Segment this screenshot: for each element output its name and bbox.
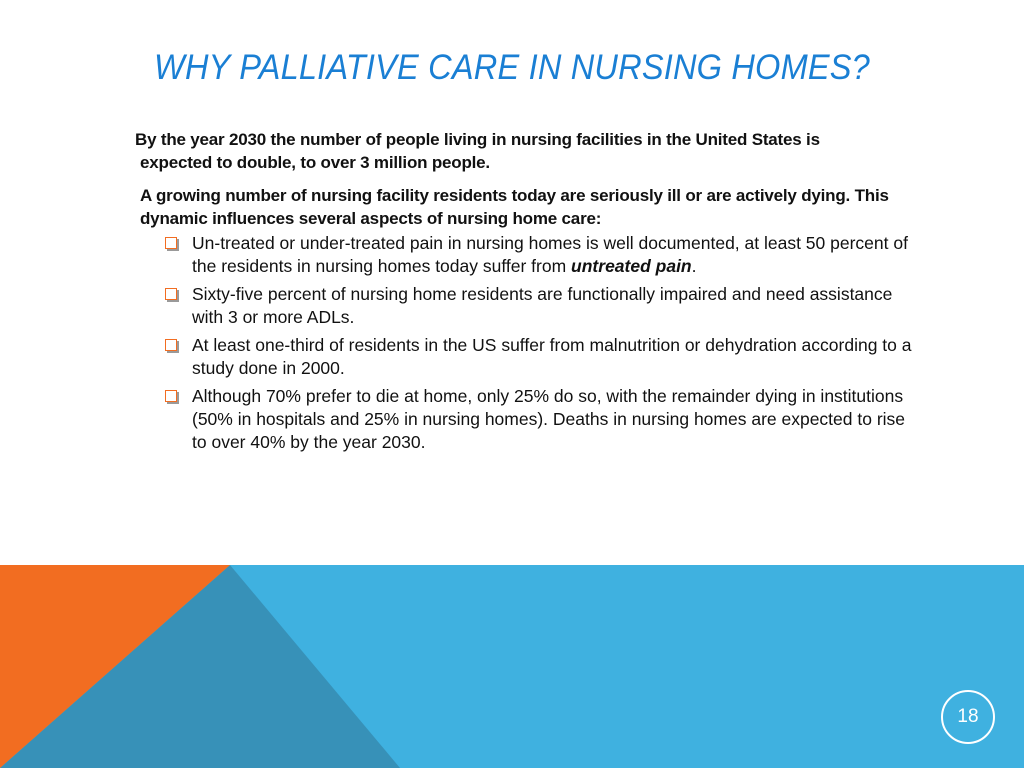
checkbox-bullet-icon: [165, 339, 177, 351]
page-number-badge: 18: [941, 690, 995, 744]
slide-body: [135, 128, 935, 459]
footer-band: [0, 565, 1024, 768]
slide-title: WHY PALLIATIVE CARE IN NURSING HOMES?: [154, 48, 870, 87]
bullet-text: Although 70% prefer to die at home, only 25% do so, with the remainder dying in institutions (50% in hospitals and 25% in nursing homes). Deaths in nursing homes are expected to rise to over 40% by the year 2030.: [192, 386, 906, 452]
footer-decoration: [0, 565, 1024, 768]
checkbox-bullet-icon: [165, 390, 177, 402]
bullet-text: At least one-third of residents in the US suffer from malnutrition or dehydration according to a study done in 2000.: [192, 335, 912, 378]
intro-paragraph: [135, 128, 935, 174]
bullet-item: [159, 334, 919, 380]
checkbox-bullet-icon: [165, 237, 177, 249]
bullet-item: [159, 283, 919, 329]
intro-line-1: By the year 2030 the number of people living in nursing facilities in the United States is: [135, 130, 820, 149]
context-paragraph: A growing number of nursing facility residents today are seriously ill or are actively dying. This dynamic influences several aspects of nursing home care:: [140, 186, 889, 228]
bullet-emphasis: untreated pain: [571, 256, 692, 276]
bullet-item: [159, 385, 919, 454]
intro-line-2: expected to double, to over 3 million people.: [140, 153, 490, 172]
bullet-list: [159, 232, 919, 454]
checkbox-bullet-icon: [165, 288, 177, 300]
bullet-text: Sixty-five percent of nursing home residents are functionally impaired and need assistance with 3 or more ADLs.: [192, 284, 893, 327]
bullet-item: [159, 232, 919, 278]
bullet-text: Un-treated or under-treated pain in nursing homes is well documented, at least 50 percent of the residents in nursing homes today suffer from: [192, 233, 908, 276]
bullet-suffix: .: [691, 256, 697, 276]
